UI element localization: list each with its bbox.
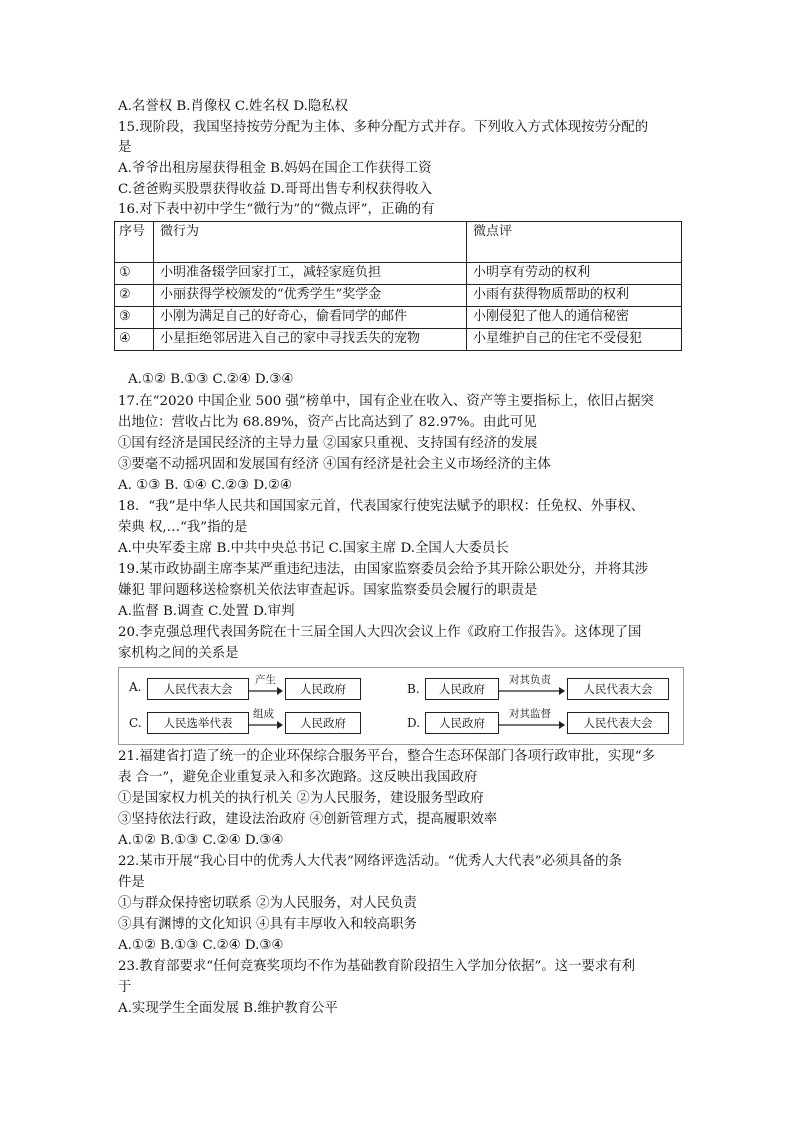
q23-stem-line1: 23.教育部要求“任何竞赛奖项均不作为基础教育阶段招生入学加分依据”。这一要求有利 — [118, 959, 636, 974]
q17-options: A. ①③ B. ①④ C.②③ D.②④ — [118, 478, 292, 493]
option-a-from-box: 人民代表大会 — [147, 678, 249, 700]
row-index: ② — [115, 285, 154, 307]
option-c-from-box: 人民选举代表 — [147, 712, 249, 734]
option-b-arrow-icon — [499, 687, 565, 695]
q15-options-2: C.爸爸购买股票获得收益 D.哥哥出售专利权获得收入 — [118, 182, 432, 197]
q16-table — [114, 221, 682, 351]
q16-options: A.①② B.①③ C.②④ D.③④ — [128, 372, 294, 387]
table-row — [115, 285, 682, 307]
option-b-to-box: 人民代表大会 — [567, 678, 669, 700]
option-a-arrow-icon — [249, 687, 283, 695]
q23-options: A.实现学生全面发展 B.维护教育公平 — [118, 1001, 338, 1016]
q19-stem-line2: 嫌犯 罪问题移送检察机关依法审查起诉。国家监察委员会履行的职责是 — [118, 583, 538, 598]
q16-stem: 16.对下表中初中学生“微行为”的“微点评”，正确的有 — [118, 202, 435, 217]
row-comment: 小星维护自己的住宅不受侵犯 — [467, 329, 682, 351]
option-a-arrow-label: 产生 — [255, 674, 276, 686]
q23-stem-line2: 于 — [118, 980, 132, 995]
row-behavior: 小丽获得学校颁发的“优秀学生”奖学金 — [154, 285, 467, 307]
option-c-letter: C. — [129, 716, 142, 730]
q21-items-2: ③坚持依法行政，建设法治政府 ④创新管理方式，提高履职效率 — [118, 812, 498, 827]
q20-options-diagram — [118, 667, 684, 745]
row-behavior: 小明准备辍学回家打工，减轻家庭负担 — [154, 263, 467, 285]
q17-stem-line2: 出地位：营收占比为 68.89%，资产占比高达到了 82.97%。由此可见 — [118, 415, 537, 430]
option-b-from-box: 人民政府 — [425, 678, 499, 700]
option-a-to-box: 人民政府 — [285, 678, 361, 700]
option-d-arrow-label: 对其监督 — [509, 708, 551, 720]
q17-items-2: ③要毫不动摇巩固和发展国有经济 ④国有经济是社会主义市场经济的主体 — [118, 457, 551, 472]
option-d-to-box: 人民代表大会 — [567, 712, 669, 734]
row-behavior: 小刚为满足自己的好奇心，偷看同学的邮件 — [154, 307, 467, 329]
row-comment: 小刚侵犯了他人的通信秘密 — [467, 307, 682, 329]
table-row — [115, 329, 682, 351]
header-cell-comment: 微点评 — [467, 222, 682, 263]
q21-options: A.①② B.①③ C.②④ D.③④ — [118, 833, 284, 848]
table-header-row — [115, 222, 682, 263]
q21-stem-line2: 表 合一”，避免企业重复录入和多次跑路。这反映出我国政府 — [118, 770, 478, 785]
q22-items-1: ①与群众保持密切联系 ②为人民服务，对人民负责 — [118, 896, 417, 911]
q18-options: A.中央军委主席 B.中共中央总书记 C.国家主席 D.全国人大委员长 — [118, 541, 509, 556]
q20-stem-line1: 20.李克强总理代表国务院在十三届全国人大四次会议上作《政府工作报告》。这体现了国 — [118, 625, 642, 640]
table-row — [115, 307, 682, 329]
q18-stem-line1: 18．“我”是中华人民共和国国家元首，代表国家行使宪法赋予的职权：任免权、外事权、 — [118, 499, 645, 514]
option-d-from-box: 人民政府 — [425, 712, 499, 734]
option-b-letter: B. — [407, 682, 420, 696]
header-cell-behavior: 微行为 — [154, 222, 467, 263]
row-behavior: 小星拒绝邻居进入自己的家中寻找丢失的宠物 — [154, 329, 467, 351]
header-cell-index: 序号 — [115, 222, 154, 263]
row-index: ④ — [115, 329, 154, 351]
row-index: ① — [115, 263, 154, 285]
option-b-arrow-label: 对其负责 — [509, 674, 551, 686]
q15-options-1: A.爷爷出租房屋获得租金 B.妈妈在国企工作获得工资 — [118, 161, 432, 176]
q18-stem-line2: 荣典 权,…“我”指的是 — [118, 520, 248, 535]
q19-stem-line1: 19.某市政协副主席李某严重违纪违法，由国家监察委员会给予其开除公职处分，并将其涉 — [118, 562, 649, 577]
option-c-arrow-label: 组成 — [253, 708, 274, 720]
q14-options: A.名誉权 B.肖像权 C.姓名权 D.隐私权 — [118, 99, 349, 114]
q21-items-1: ①是国家权力机关的执行机关 ②为人民服务，建设服务型政府 — [118, 791, 484, 806]
row-comment: 小明享有劳动的权利 — [467, 263, 682, 285]
option-c-to-box: 人民政府 — [285, 712, 361, 734]
q19-options: A.监督 B.调查 C.处置 D.审判 — [118, 604, 295, 619]
q21-stem-line1: 21.福建省打造了统一的企业环保综合服务平台，整合生态环保部门各项行政审批，实现“多 — [118, 749, 655, 764]
q22-items-2: ③具有渊博的文化知识 ④具有丰厚收入和较高职务 — [118, 917, 417, 932]
q20-stem-line2: 家机构之间的关系是 — [118, 646, 239, 661]
option-a-letter: A. — [129, 680, 142, 694]
q22-stem-line2: 件是 — [118, 875, 145, 890]
q15-stem-line1: 15.现阶段，我国坚持按劳分配为主体、多种分配方式并存。下列收入方式体现按劳分配的 — [118, 120, 649, 135]
q22-stem-line1: 22.某市开展“我心目中的优秀人大代表”网络评选活动。“优秀人大代表”必须具备的条 — [118, 854, 622, 869]
q15-stem-line2: 是 — [118, 140, 132, 155]
q17-stem-line1: 17.在“2020 中国企业 500 强”榜单中，国有企业在收入、资产等主要指标上，依旧占据突 — [118, 394, 654, 409]
q22-options: A.①② B.①③ C.②④ D.③④ — [118, 938, 284, 953]
row-index: ③ — [115, 307, 154, 329]
option-d-arrow-icon — [499, 721, 565, 729]
row-comment: 小雨有获得物质帮助的权利 — [467, 285, 682, 307]
q17-items-1: ①国有经济是国民经济的主导力量 ②国家只重视、支持国有经济的发展 — [118, 436, 538, 451]
option-d-letter: D. — [407, 716, 421, 730]
option-c-arrow-icon — [249, 721, 283, 729]
table-row — [115, 263, 682, 285]
